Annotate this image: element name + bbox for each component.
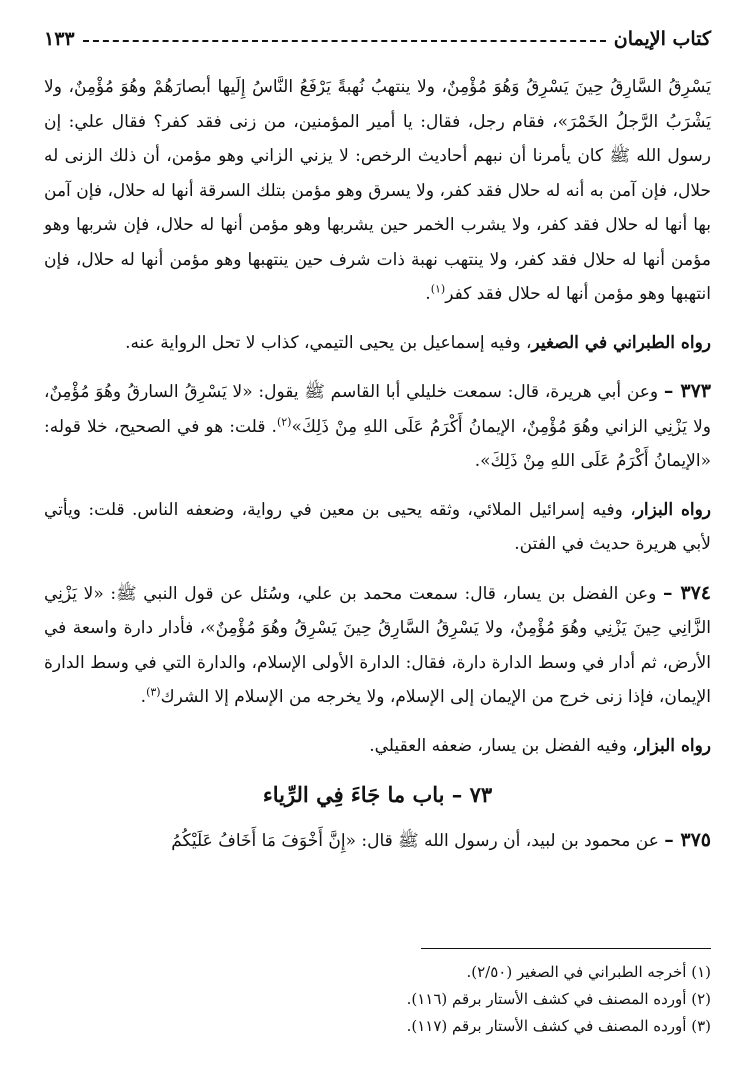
footnote-3: (٣) أورده المصنف في كشف الأستار برقم (١١٧). (406, 1017, 711, 1035)
paragraph-narration-note-3 (44, 729, 711, 764)
hadith-number-373: ٣٧٣ – (663, 380, 712, 402)
hadith-text: يَسْرِقُ السَّارِقُ حِينَ يَسْرِقُ وَهُوَ مُؤْمِنٌ، ولا ينتهبُ نُهبةً يَرْفَعُ النَّاسُ إِلَيها أبصارَهُمْ وهُوَ مُؤْمِنٌ، ولا يَشْرَبُ الرَّجلُ الخَمْرَ»، فقام رجل، فقال: يا أمير المؤمنين، من زنى فقد كفر؟ فقال علي: إن رسول الله ﷺ كان يأمرنا أن نبهم أحاديث الرخص: لا يزني الزاني وهو مؤمن، أن ذلك الزنى له حلال، فإن آمن به أنه له حلال فقد كفر، ولا يسرق وهو مؤمن بتلك السرقة أنها له حلال، فإن آمن بها أنها له حلال فقد كفر، ولا يشرب الخمر حين يشربها وهو مؤمن أنها له حلال، فإن شربها وهو مؤمن أنها له حلال فقد كفر، ولا ينتهب نهبة ذات شرف حين ينتهبها وهو مؤمن أنها له حلال، فإن انتهبها وهو مؤمن أنها له حلال فقد كفر (44, 77, 711, 304)
header-dashed-rule (83, 40, 606, 42)
narrator-source: رواه البزار (635, 499, 711, 520)
footnote-separator (421, 948, 711, 949)
paragraph-hadith-375 (44, 823, 711, 859)
paragraph-narration-note-2 (44, 493, 711, 562)
narration-note: ، وفيه الفضل بن يسار، ضعفه العقيلي. (369, 735, 638, 756)
narrator-source: رواه الطبراني في الصغير (531, 332, 711, 353)
footnote-ref-1: (١) (430, 282, 446, 296)
hadith-number-375: ٣٧٥ – (664, 829, 711, 851)
footnotes (44, 948, 711, 1040)
page-number: ١٣٣ (44, 28, 75, 50)
paragraph-hadith-374: ٣٧٤ – وعن الفضل بن يسار، قال: سمعت محمد بن علي، وسُئل عن قول النبي ﷺ: «لا يَزْنِي الزَّانِي حِينَ يَزْنِي وهُوَ مُؤْمِنٌ، ولا يَسْرِقُ السَّارِقُ حِينَ يَسْرِقُ وهُوَ مُؤْمِنٌ»، فأدار دارة واسعة في الأرض، ثم أدار في وسط الدارة دارة، فقال: الدارة الأولى الإسلام، والدارة التي في وسط الدارة الإيمان، فإذا زنى خرج من الإيمان إلى الإسلام، ولا يخرجه من الإسلام إلا الشرك$^{(٣)}$. (44, 581, 711, 707)
hadith-text: وعن أبي هريرة، قال: سمعت خليلي أبا القاسم ﷺ يقول: «لا يَسْرِقُ السارقُ وهُوَ مُؤْمِنٌ، ولا يَزْنِي الزاني وهُوَ مُؤْمِنٌ، الإيمانُ أَكْرَمُ عَلَى اللهِ مِنْ ذَلِكَ» (44, 382, 711, 437)
narration-note: ، وفيه إسماعيل بن يحيى التيمي، كذاب لا تحل الرواية عنه. (125, 332, 532, 353)
chapter-heading: ٧٣ – باب ما جَاءَ فِي الرِّياء (262, 782, 493, 807)
footnote-2: (٢) أورده المصنف في كشف الأستار برقم (١١٦). (406, 990, 711, 1008)
narrator-source: رواه البزار (637, 735, 711, 756)
narration-note: ، وفيه إسرائيل الملائي، وثقه يحيى بن معين في رواية، وضعفه الناس. قلت: ويأتي لأبي هريرة حديث في الفتن. (44, 499, 711, 554)
footnote-ref-3: (٣) (146, 685, 161, 699)
page-header (44, 22, 711, 56)
hadith-text: وعن الفضل بن يسار، قال: سمعت محمد بن علي، وسُئل عن قول النبي ﷺ: «لا يَزْنِي الزَّانِي حِينَ يَزْنِي وهُوَ مُؤْمِنٌ، ولا يَسْرِقُ السَّارِقُ حِينَ يَسْرِقُ وهُوَ مُؤْمِنٌ»، فأدار دارة واسعة في الأرض، ثم أدار في وسط الدارة دارة، فقال: الدارة الأولى الإسلام، والدارة التي في وسط الدارة الإيمان، فإذا زنى خرج من الإيمان إلى الإسلام، ولا يخرجه من الإسلام إلا الشرك (44, 583, 711, 707)
paragraph-hadith-continuation: يَسْرِقُ السَّارِقُ حِينَ يَسْرِقُ وَهُوَ مُؤْمِنٌ، ولا ينتهبُ نُهبةً يَرْفَعُ النَّاسُ إِلَيها أبصارَهُمْ وهُوَ مُؤْمِنٌ، ولا يَشْرَبُ الرَّجلُ الخَمْرَ»، فقام رجل، فقال: يا أمير المؤمنين، من زنى فقد كفر؟ فقال علي: إن رسول الله ﷺ كان يأمرنا أن نبهم أحاديث الرخص: لا يزني الزاني وهو مؤمن، أن ذلك الزنى له حلال، فإن آمن به أنه له حلال فقد كفر، ولا يسرق وهو مؤمن بتلك السرقة أنها له حلال، فإن آمن بها أنها له حلال فقد كفر، ولا يشرب الخمر حين يشربها وهو مؤمن أنها له حلال، فإن شربها وهو مؤمن أنها له حلال فقد كفر، ولا ينتهب نهبة ذات شرف حين ينتهبها وهو مؤمن أنها له حلال، فإن انتهبها وهو مؤمن أنها له حلال فقد كفر$^{(١)}$. (44, 77, 711, 304)
footnote-ref-2: (٢) (276, 414, 292, 428)
paragraph-narration-note-1 (44, 326, 711, 361)
hadith-text: عن محمود بن لبيد، أن رسول الله ﷺ قال: «إِنَّ أَخْوَفَ مَا أَخَافُ عَلَيْكُمُ (171, 831, 659, 851)
hadith-number-374: ٣٧٤ – (663, 581, 711, 604)
book-title: كتاب الإيمان (613, 28, 711, 50)
paragraph-hadith-373 (44, 374, 711, 479)
footnote-1: (١) أخرجه الطبراني في الصغير (٢/٥٠). (466, 963, 711, 981)
hadith-comment: . قلت: هو في الصحيح، خلا قوله: «الإيمانُ أَكْرَمُ عَلَى اللهِ مِنْ ذَلِكَ». (44, 416, 711, 471)
